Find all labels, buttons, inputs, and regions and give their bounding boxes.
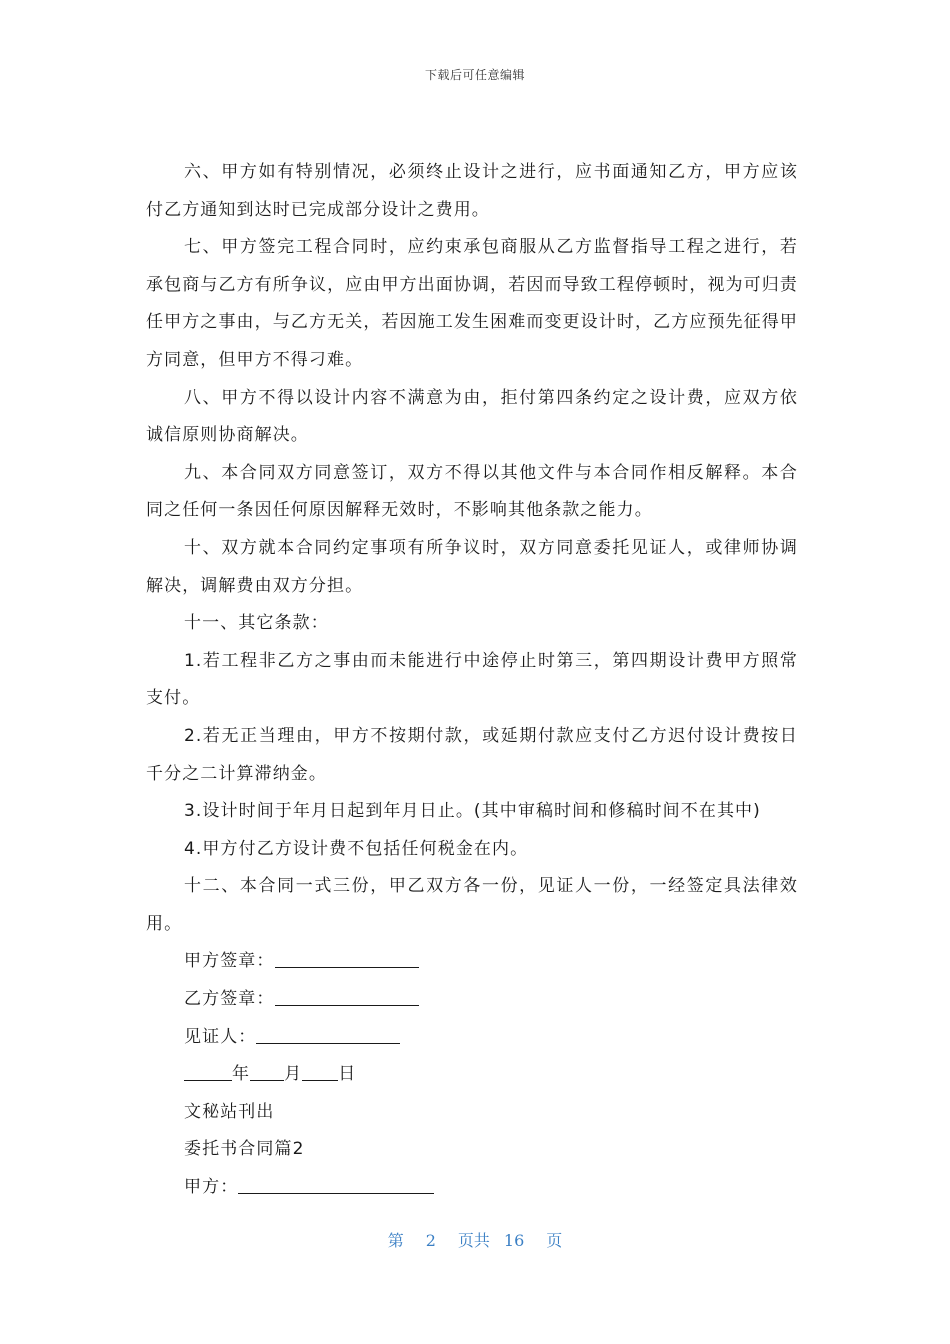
footer-suffix: 页 (546, 1231, 563, 1250)
next-party-a-line[interactable] (238, 1173, 434, 1194)
signature-date (146, 1056, 798, 1094)
footer-total-pages: 16 (503, 1231, 525, 1250)
month-label: 月 (284, 1064, 303, 1085)
clause-11-item-4: 4.甲方付乙方设计费不包括任何税金在内。 (184, 838, 529, 859)
party-a-signature-line[interactable] (275, 947, 419, 968)
clause-9: 九、本合同双方同意签订，双方不得以其他文件与本合同作相反解释。本合同之任何一条因任何原因解释无效时，不影响其他条款之能力。 (146, 462, 798, 521)
document-body (146, 154, 798, 1207)
footer-prefix: 第 (387, 1231, 404, 1250)
day-label: 日 (338, 1064, 357, 1085)
witness-signature-line[interactable] (256, 1023, 400, 1044)
header-text: 下载后可任意编辑 (424, 68, 525, 82)
publisher-note: 文秘站刊出 (184, 1101, 275, 1122)
year-blank[interactable] (184, 1060, 232, 1081)
witness-label: 见证人： (184, 1026, 257, 1047)
footer-mid: 页共 (457, 1231, 490, 1250)
next-party-a (146, 1169, 798, 1207)
clause-11-item-3: 3.设计时间于年月日起到年月日止。(其中审稿时间和修稿时间不在其中) (184, 801, 761, 822)
clause-11-item-2: 2.若无正当理由，甲方不按期付款，或延期付款应支付乙方迟付设计费按日千分之二计算滞纳金。 (146, 725, 798, 784)
footer-page-number: 2 (425, 1231, 436, 1250)
section-title: 委托书合同篇2 (184, 1139, 305, 1160)
party-b-signature-label: 乙方签章： (184, 989, 275, 1010)
year-label: 年 (232, 1064, 251, 1085)
clause-10: 十、双方就本合同约定事项有所争议时，双方同意委托见证人，或律师协调解决，调解费由双方分担。 (146, 537, 798, 596)
party-a-signature-label: 甲方签章： (184, 951, 275, 972)
clause-11-item-1: 1.若工程非乙方之事由而未能进行中途停止时第三，第四期设计费甲方照常支付。 (146, 650, 798, 709)
party-b-signature-line[interactable] (275, 985, 419, 1006)
party-a-signature (146, 943, 798, 981)
clause-11-heading: 十一、其它条款： (184, 613, 329, 634)
clause-7: 七、甲方签完工程合同时，应约束承包商服从乙方监督指导工程之进行，若承包商与乙方有所争议，应由甲方出面协调，若因而导致工程停顿时，视为可归责任甲方之事由，与乙方无关，若因施工发生困难而变更设计时，乙方应预先征得甲方同意，但甲方不得刁难。 (146, 237, 798, 370)
clause-8: 八、甲方不得以设计内容不满意为由，拒付第四条约定之设计费，应双方依诚信原则协商解决。 (146, 387, 798, 446)
page-footer (0, 1228, 950, 1251)
party-b-signature (146, 981, 798, 1019)
day-blank[interactable] (302, 1060, 338, 1081)
page-header (0, 66, 950, 83)
witness-signature (146, 1019, 798, 1057)
clause-12: 十二、本合同一式三份，甲乙双方各一份，见证人一份，一经签定具法律效用。 (146, 876, 798, 934)
next-party-a-label: 甲方： (184, 1177, 239, 1198)
clause-6: 六、甲方如有特别情况，必须终止设计之进行，应书面通知乙方，甲方应该付乙方通知到达时已完成部分设计之费用。 (146, 162, 798, 220)
month-blank[interactable] (250, 1060, 284, 1081)
